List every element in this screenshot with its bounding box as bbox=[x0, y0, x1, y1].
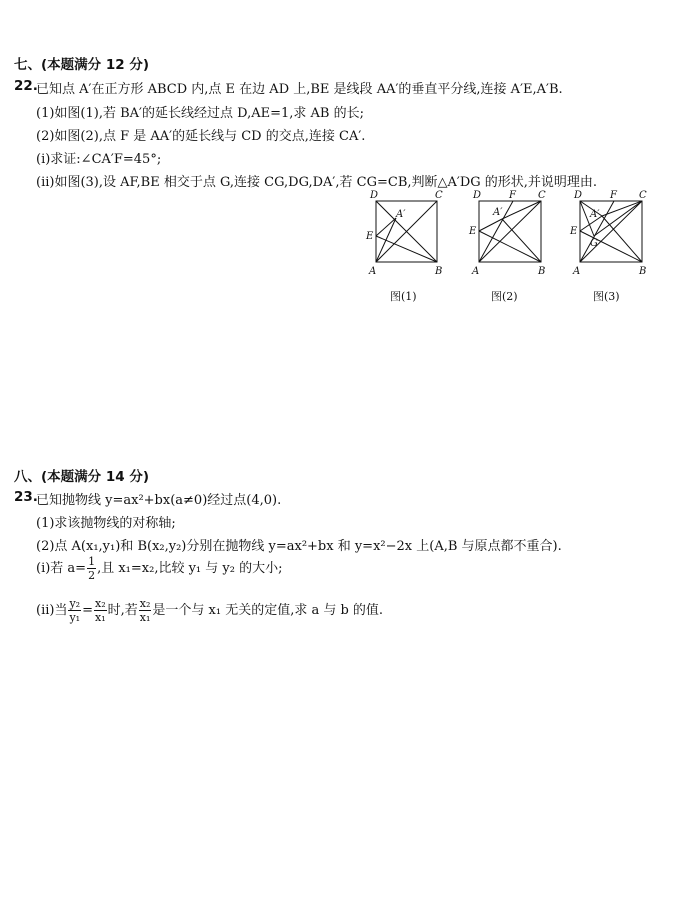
question-22-part-2: (2)如图(2),点 F 是 AA′的延长线与 CD 的交点,连接 CA′. bbox=[36, 129, 366, 144]
fig2-label-Aprime: A′ bbox=[493, 207, 503, 218]
fraction-y2-over-y1 bbox=[68, 598, 81, 623]
question-22-stem: 已知点 A′在正方形 ABCD 内,点 E 在边 AD 上,BE 是线段 AA′的垂直平分线,连接 A′E,A′B. bbox=[36, 82, 563, 97]
fig3-label-A: A bbox=[573, 266, 581, 277]
fraction-denominator: y₁ bbox=[69, 611, 81, 624]
section-8-header: 八、(本题满分 14 分) bbox=[14, 469, 150, 485]
fig3-label-Aprime: A′ bbox=[590, 209, 600, 220]
figure-2-caption: 图(2) bbox=[491, 290, 518, 303]
q23-2ii-text-c: 是一个与 x₁ 无关的定值,求 a 与 b 的值. bbox=[152, 603, 384, 618]
fraction-x2-over-x1 bbox=[94, 598, 107, 623]
q23-2i-text-a: (i)若 a= bbox=[36, 561, 87, 576]
fig1-label-C: C bbox=[435, 190, 443, 201]
figure-3-diagram bbox=[564, 186, 658, 280]
question-22-part-2-i: (i)求证:∠CA′F=45°; bbox=[36, 152, 162, 167]
fig2-label-D: D bbox=[473, 190, 482, 201]
q23-2ii-text-b: 时,若 bbox=[107, 603, 138, 618]
fraction-denominator: 2 bbox=[88, 569, 96, 582]
fig1-label-B: B bbox=[435, 266, 443, 277]
fig3-label-G: G bbox=[590, 238, 598, 249]
fraction-x2-over-x1-second bbox=[139, 598, 152, 623]
figure-1-diagram bbox=[360, 186, 452, 280]
question-23-part-2-ii bbox=[36, 598, 383, 623]
question-22-number: 22. bbox=[14, 78, 38, 94]
fraction-numerator: x₂ bbox=[139, 597, 151, 610]
fraction-numerator: 1 bbox=[88, 555, 96, 568]
fig3-label-E: E bbox=[570, 226, 578, 237]
question-23-part-2-i bbox=[36, 556, 282, 581]
question-22-part-2-ii: (ii)如图(3),设 AF,BE 相交于点 G,连接 CG,DG,DA′,若 CG=CB,判断△A′DG 的形状,并说明理由. bbox=[36, 175, 598, 190]
figure-2-diagram bbox=[463, 186, 555, 280]
fig2-label-A: A bbox=[472, 266, 480, 277]
fig2-label-F: F bbox=[509, 190, 516, 201]
fraction-denominator: x₁ bbox=[139, 611, 151, 624]
fig2-label-E: E bbox=[469, 226, 477, 237]
q23-2ii-text-a: (ii)当 bbox=[36, 603, 68, 618]
figure-3-caption: 图(3) bbox=[593, 290, 620, 303]
question-23-stem: 已知抛物线 y=ax²+bx(a≠0)经过点(4,0). bbox=[36, 493, 282, 508]
fraction-one-half bbox=[87, 556, 96, 581]
fig3-label-C: C bbox=[639, 190, 647, 201]
question-23-part-2: (2)点 A(x₁,y₁)和 B(x₂,y₂)分别在抛物线 y=ax²+bx 和 y=x²−2x 上(A,B 与原点都不重合). bbox=[36, 539, 562, 554]
fig2-label-B: B bbox=[538, 266, 546, 277]
fig1-label-E: E bbox=[366, 231, 374, 242]
q23-2ii-equals: = bbox=[82, 603, 93, 618]
fig1-label-Aprime: A′ bbox=[396, 209, 406, 220]
section-7-header: 七、(本题满分 12 分) bbox=[14, 57, 150, 73]
fig1-label-A: A bbox=[369, 266, 377, 277]
fraction-numerator: x₂ bbox=[95, 597, 106, 610]
fig3-label-D: D bbox=[574, 190, 583, 201]
fig2-label-C: C bbox=[538, 190, 546, 201]
fraction-denominator: x₁ bbox=[95, 611, 106, 624]
figure-1-caption: 图(1) bbox=[390, 290, 417, 303]
question-23-part-1: (1)求该抛物线的对称轴; bbox=[36, 516, 176, 531]
question-22-part-1: (1)如图(1),若 BA′的延长线经过点 D,AE=1,求 AB 的长; bbox=[36, 106, 364, 121]
question-23-number: 23. bbox=[14, 489, 38, 505]
fraction-numerator: y₂ bbox=[69, 597, 81, 610]
fig3-label-B: B bbox=[639, 266, 647, 277]
q23-2i-text-b: ,且 x₁=x₂,比较 y₁ 与 y₂ 的大小; bbox=[97, 561, 283, 576]
fig1-label-D: D bbox=[370, 190, 379, 201]
fig3-label-F: F bbox=[610, 190, 617, 201]
